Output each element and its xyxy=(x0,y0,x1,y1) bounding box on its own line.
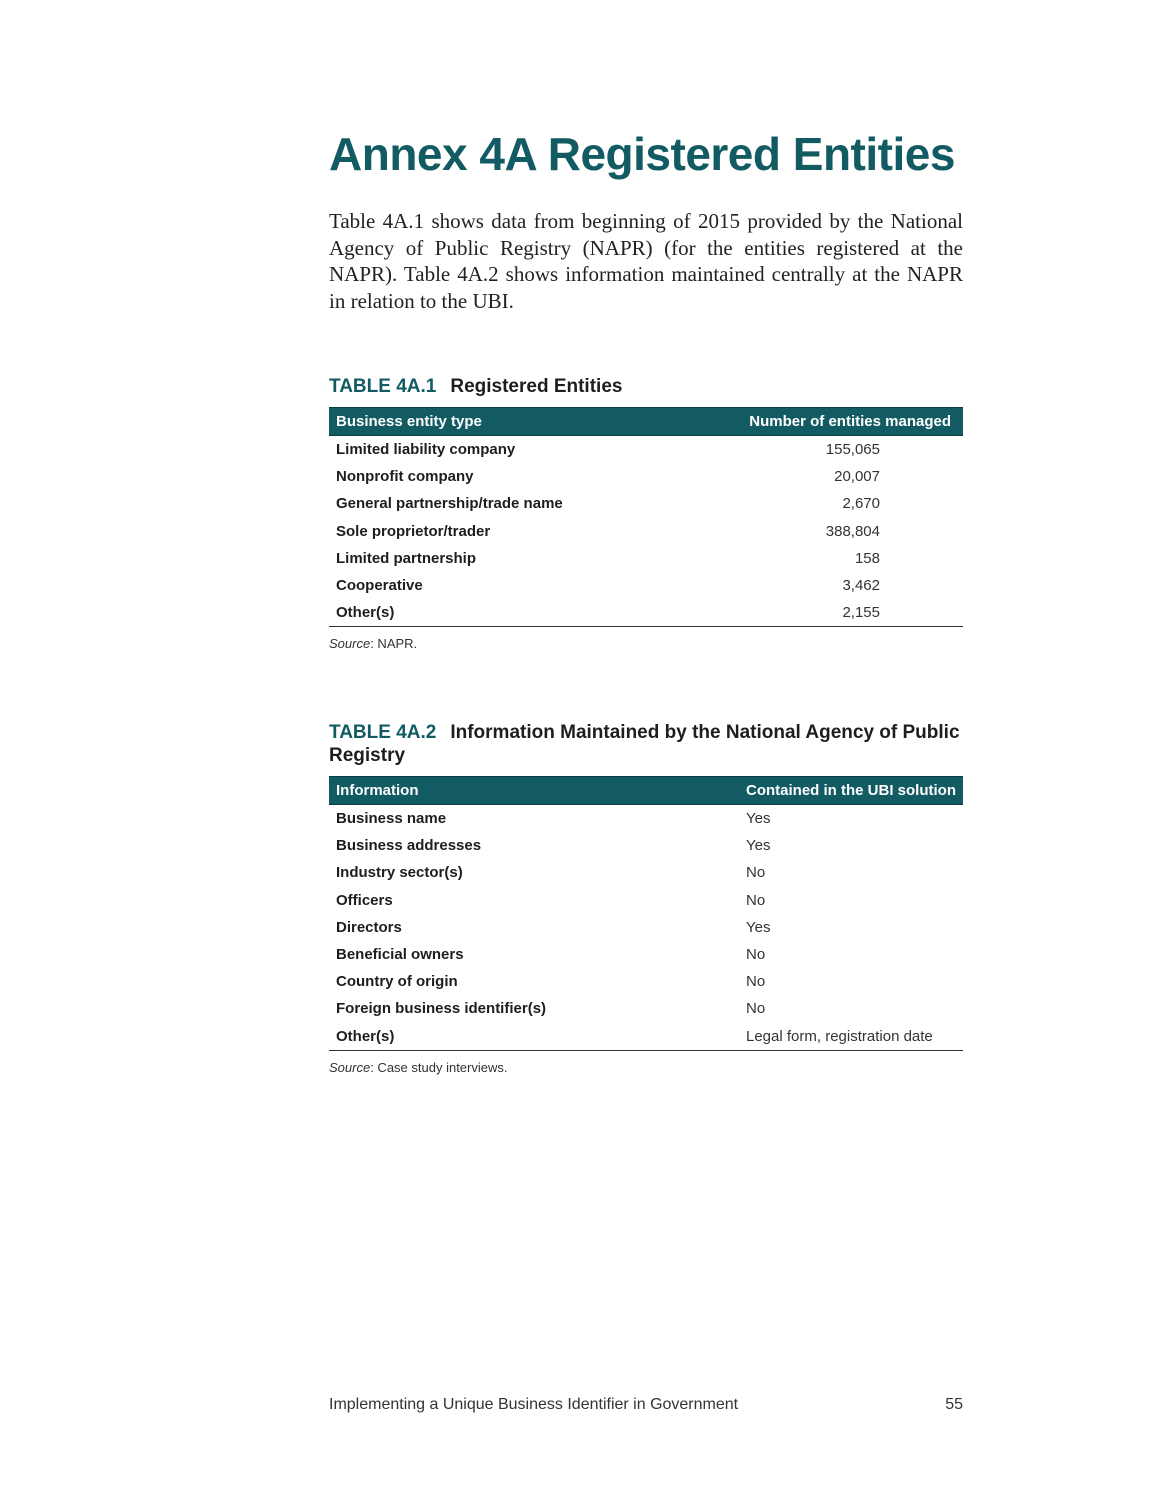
entity-type-cell: Limited partnership xyxy=(336,549,477,567)
table-4a1-number: TABLE 4A.1 xyxy=(329,376,437,397)
running-title: Implementing a Unique Business Identifier in Government xyxy=(329,1396,739,1413)
table-row xyxy=(329,832,963,859)
information-cell: Foreign business identifier(s) xyxy=(336,1000,547,1018)
entity-count-cell: 388,804 xyxy=(825,522,880,540)
entity-type-cell: Other(s) xyxy=(329,599,660,627)
source-text: : NAPR. xyxy=(370,636,418,652)
table-header-row xyxy=(329,408,963,436)
ubi-status-cell: No xyxy=(746,864,766,882)
table-row xyxy=(329,490,963,517)
table-row xyxy=(329,887,963,914)
table-4a2-source xyxy=(329,1060,963,1075)
column-header-entity-type: Business entity type xyxy=(329,408,660,436)
table-4a2-title: Information Maintained by the National Agency of Public Registry xyxy=(329,722,960,766)
page-title: Annex 4A Registered Entities xyxy=(329,128,955,180)
ubi-status-cell: Legal form, registration date xyxy=(739,1023,963,1051)
entity-type-cell: Nonprofit company xyxy=(336,468,474,486)
ubi-status-cell: Yes xyxy=(746,918,771,936)
information-cell: Business name xyxy=(336,810,447,828)
table-4a2-section xyxy=(329,721,963,1075)
entity-type-cell: Sole proprietor/trader xyxy=(336,522,491,540)
ubi-status-cell: No xyxy=(746,1000,766,1018)
ubi-status-cell: No xyxy=(746,973,766,991)
source-label: Source xyxy=(329,636,371,652)
table-row xyxy=(329,968,963,995)
column-header-ubi-solution: Contained in the UBI solution xyxy=(739,777,963,805)
table-row xyxy=(329,436,963,464)
table-row xyxy=(329,941,963,968)
table-4a1-caption xyxy=(329,375,963,398)
registered-entities-table xyxy=(329,407,963,627)
information-cell: Officers xyxy=(336,891,393,909)
ubi-status-cell: Yes xyxy=(746,810,771,828)
source-label: Source xyxy=(329,1059,371,1075)
column-header-information: Information xyxy=(329,777,739,805)
table-4a1-section xyxy=(329,375,963,651)
table-row xyxy=(329,914,963,941)
table-4a1-title: Registered Entities xyxy=(450,376,623,397)
information-cell: Other(s) xyxy=(329,1023,739,1051)
page-number: 55 xyxy=(945,1396,963,1413)
entity-type-cell: Limited liability company xyxy=(336,441,516,459)
table-row xyxy=(329,805,963,833)
table-row xyxy=(329,599,963,627)
table-header-row xyxy=(329,777,963,805)
entity-type-cell: Cooperative xyxy=(336,577,423,595)
information-cell: Country of origin xyxy=(336,973,458,991)
intro-paragraph: Table 4A.1 shows data from beginning of 2015 provided by the National Agency of Public Registry (NAPR) (for the entities registered at the NAPR). Table 4A.2 shows information maintained centrally at the NAPR in relation to the UBI. xyxy=(329,209,963,314)
ubi-status-cell: Yes xyxy=(746,837,771,855)
table-row xyxy=(329,1023,963,1051)
page-footer xyxy=(329,1396,963,1414)
table-4a2-caption xyxy=(329,721,963,767)
information-cell: Directors xyxy=(336,918,402,936)
table-row xyxy=(329,995,963,1022)
information-cell: Industry sector(s) xyxy=(336,864,463,882)
table-row xyxy=(329,572,963,599)
table-row xyxy=(329,859,963,886)
table-row xyxy=(329,463,963,490)
entity-count-cell: 3,462 xyxy=(842,577,880,595)
ubi-status-cell: No xyxy=(746,946,766,964)
entity-count-cell: 2,155 xyxy=(660,599,963,627)
entity-count-cell: 20,007 xyxy=(834,468,880,486)
entity-count-cell: 158 xyxy=(854,549,880,567)
column-header-entity-count: Number of entities managed xyxy=(660,408,963,436)
table-4a2-number: TABLE 4A.2 xyxy=(329,722,437,743)
information-cell: Beneficial owners xyxy=(336,946,464,964)
table-row xyxy=(329,518,963,545)
table-4a1-source xyxy=(329,636,963,651)
entity-type-cell: General partnership/trade name xyxy=(336,495,563,513)
information-cell: Business addresses xyxy=(336,837,482,855)
information-maintained-table xyxy=(329,776,963,1051)
ubi-status-cell: No xyxy=(746,891,766,909)
source-text: : Case study interviews. xyxy=(370,1059,508,1075)
table-row xyxy=(329,545,963,572)
entity-count-cell: 155,065 xyxy=(825,441,880,459)
entity-count-cell: 2,670 xyxy=(842,495,880,513)
